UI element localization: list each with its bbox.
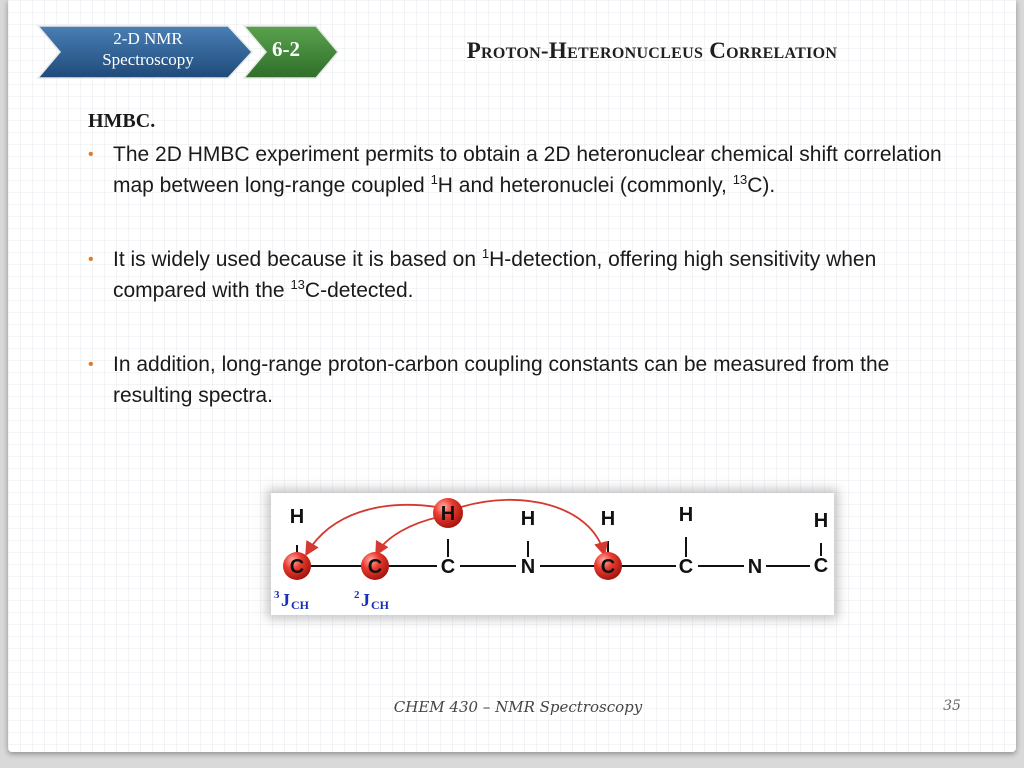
j2-label: J: [361, 590, 370, 610]
slide: [8, 0, 1016, 752]
j3-superscript: 3: [274, 589, 280, 601]
hmbc-figure: [271, 493, 834, 615]
bullet-item-2: [88, 244, 958, 306]
atom-c-1: C: [289, 556, 305, 578]
superscript-13c: 13: [290, 277, 305, 292]
bullet-2-text-c: C-detected.: [304, 279, 414, 302]
section-line-2: Spectroscopy: [102, 50, 194, 69]
bullet-1-text-c: C).: [747, 174, 776, 197]
bullet-dot: •: [88, 356, 94, 373]
superscript-1h: 1: [481, 246, 490, 261]
atom-n-1: N: [520, 556, 536, 578]
atom-h-1: H: [289, 506, 305, 528]
atom-c-2: C: [367, 556, 383, 578]
atom-h-source: H: [440, 503, 456, 525]
j3-subscript: CH: [291, 598, 309, 612]
atom-c-5: C: [678, 556, 694, 578]
section-heading: HMBC.: [88, 110, 156, 132]
j2-superscript: 2: [354, 589, 360, 601]
atom-c-4: C: [600, 556, 616, 578]
footer-course: CHEM 430 – NMR Spectroscopy: [393, 698, 643, 716]
section-line-1: 2-D NMR: [113, 29, 183, 48]
bullet-2-text-a: It is widely used because it is based on: [113, 248, 482, 271]
bullet-3-text: In addition, long-range proton-carbon coupling constants can be measured from the resulting spectra.: [113, 353, 890, 407]
bullet-dot: •: [88, 146, 94, 163]
bullet-item-3: [88, 349, 958, 411]
bullet-1-text-b: H and heteronuclei (commonly,: [437, 174, 733, 197]
slide-body: [88, 110, 958, 411]
hmbc-diagram: [271, 493, 834, 615]
bullet-item-1: [88, 139, 958, 201]
bullet-2-text-b: H-detection, offering high sensitivity when compared with the: [113, 248, 877, 302]
atom-c-6: C: [813, 555, 829, 577]
j2-subscript: CH: [371, 598, 389, 612]
j3-label: J: [281, 590, 290, 610]
bullet-dot: •: [88, 251, 94, 268]
section-number: 6-2: [272, 37, 300, 61]
atom-h-4: H: [600, 508, 616, 530]
page-number: 35: [943, 698, 961, 714]
superscript-13c: 13: [732, 172, 748, 187]
atom-h-n: H: [520, 508, 536, 530]
section-label: [64, 28, 232, 70]
bullet-1-text-a: The 2D HMBC experiment permits to obtain a 2D heteronuclear chemical shift correlation map between long-range coupled: [113, 143, 942, 197]
atom-h-5: H: [678, 504, 694, 526]
atom-n-2: N: [747, 556, 763, 578]
atom-c-3: C: [440, 556, 456, 578]
slide-title: Proton-Heteronucleus Correlation: [466, 38, 838, 63]
superscript-1h: 1: [430, 172, 438, 187]
atom-h-6: H: [813, 510, 829, 532]
